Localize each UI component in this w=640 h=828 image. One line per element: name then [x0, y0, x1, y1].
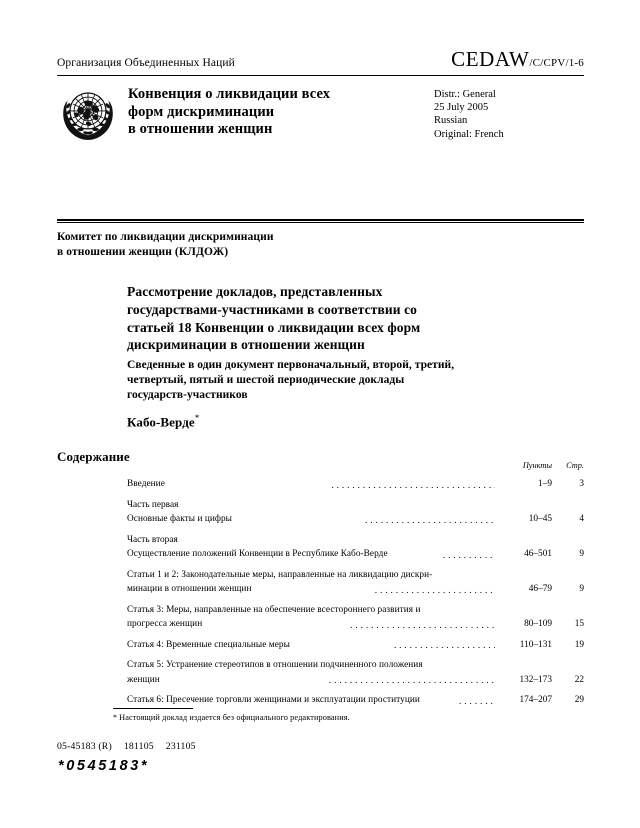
toc-leader-dots — [375, 582, 495, 597]
page-title-line-4: дискриминации в отношении женщин — [127, 337, 365, 353]
contents-heading: Содержание — [57, 449, 130, 464]
toc-entry-paragraphs: 110–131 — [519, 639, 552, 650]
toc-entry-article-6[interactable] — [127, 693, 584, 708]
masthead-top-row — [57, 47, 584, 75]
toc-entry-article-3[interactable] — [127, 603, 584, 632]
toc-entry-article-4[interactable] — [127, 638, 584, 653]
convention-title-line-1: Конвенция о ликвидации всех — [128, 86, 331, 102]
footnote-text: Настоящий доклад издается без официального редактирования. — [119, 713, 350, 722]
job-number-date-1: 181105 — [123, 741, 154, 752]
convention-title — [128, 85, 428, 139]
distribution-date: 25 July 2005 — [434, 102, 489, 114]
toc-entry-label: Введение — [127, 479, 165, 489]
page-subtitle-line-1: Сведенные в один документ первоначальный, второй, третий, — [127, 359, 455, 371]
toc-entry-paragraphs: 10–45 — [528, 514, 553, 524]
toc-entry-label: Осуществление положений Конвенции в Республике Кабо-Верде — [127, 549, 388, 559]
convention-title-line-2: форм дискриминации — [128, 103, 275, 120]
toc-entry-articles-1-2[interactable] — [127, 568, 584, 597]
convention-title-line-3: в отношении женщин — [128, 121, 273, 137]
barcode-text: *0545183* — [58, 758, 150, 774]
toc-entry-label-line-2: прогресса женщин — [127, 619, 203, 629]
job-number-code: 05-45183 (R) — [57, 741, 112, 752]
toc-row[interactable] — [127, 477, 584, 492]
toc-entry-part-one[interactable] — [127, 498, 584, 527]
masthead — [57, 47, 584, 144]
page-title-line-2: государствами-участниками в соответствии со — [127, 301, 418, 317]
toc-entry-label: Основные факты и цифры — [127, 514, 232, 524]
toc-header-pages: Стр. — [566, 461, 584, 470]
toc-row[interactable] — [127, 673, 584, 688]
toc-leader-dots — [350, 617, 495, 632]
page-title — [127, 283, 547, 354]
page-subtitle — [127, 358, 552, 403]
distribution-language: Russian — [434, 115, 468, 127]
masthead-body-row — [57, 76, 584, 144]
toc-entry-label-line-1: Статья 5: Устранение стереотипов в отношении подчиненного положения — [127, 660, 423, 670]
toc-row[interactable] — [127, 547, 584, 562]
toc-entry-paragraphs: 46–79 — [528, 584, 553, 594]
toc-entry-paragraphs: 132–173 — [519, 674, 552, 685]
toc-entry-page: 22 — [574, 674, 584, 685]
footnote-marker: * — [113, 713, 118, 722]
page-subtitle-line-2: четвертый, пятый и шестой периодические доклады — [127, 374, 405, 386]
toc-header-paragraphs: Пункты — [522, 461, 552, 470]
distribution-original: Original: French — [434, 128, 504, 140]
toc-entry-page: 3 — [579, 479, 584, 489]
toc-group-label: Часть вторая — [127, 534, 178, 545]
distribution-type: Distr.: General — [434, 89, 496, 100]
toc-row[interactable] — [127, 638, 584, 653]
toc-row[interactable] — [127, 693, 584, 708]
committee-name — [57, 230, 497, 259]
toc-row[interactable] — [127, 582, 584, 597]
country-footnote-marker: * — [194, 413, 200, 423]
un-emblem-icon — [59, 86, 117, 144]
toc-entry-page: 29 — [574, 695, 585, 705]
country-name — [127, 413, 199, 430]
distribution-block — [434, 85, 584, 141]
footnote — [113, 713, 350, 722]
toc-column-headers — [127, 461, 584, 477]
toc-entry-introduction[interactable] — [127, 477, 584, 492]
page-subtitle-line-3: государств-участников — [127, 389, 248, 401]
toc-entry-paragraphs: 1–9 — [538, 479, 552, 489]
toc-entry-part-two[interactable] — [127, 533, 584, 562]
toc-entry-page: 15 — [574, 619, 585, 629]
toc-entry-page: 4 — [579, 514, 585, 524]
toc-group-label: Часть первая — [127, 499, 179, 510]
job-number-date-2: 231105 — [165, 741, 196, 752]
toc-entry-page: 9 — [579, 584, 585, 594]
toc-entry-paragraphs: 46–501 — [524, 549, 552, 559]
toc-entry-article-5[interactable] — [127, 658, 584, 687]
section-divider — [57, 219, 584, 223]
toc-entry-paragraphs: 174–207 — [519, 695, 553, 705]
organization-name: Организация Объединенных Наций — [57, 57, 235, 69]
toc-entry-label: Статья 6: Пресечение торговли женщинами и эксплуатации проституции — [127, 695, 420, 705]
country-name-text: Кабо-Верде — [127, 414, 195, 430]
page-title-line-1: Рассмотрение докладов, представленных — [127, 284, 383, 299]
footnote-divider — [113, 708, 193, 709]
toc-entry-label: Статья 4: Временные специальные меры — [127, 639, 290, 650]
document-symbol-suffix: /C/CPV/1-6 — [529, 57, 584, 69]
toc-row[interactable] — [127, 512, 584, 527]
toc-leader-dots — [331, 477, 495, 492]
toc-leader-dots — [443, 547, 495, 562]
toc-entry-page: 19 — [574, 639, 584, 650]
toc-entry-label-line-2: минации в отношении женщин — [127, 584, 252, 594]
committee-name-line-2: в отношении женщин (КЛДОЖ) — [57, 245, 229, 258]
toc-leader-dots — [394, 638, 495, 653]
toc-leader-dots — [365, 512, 495, 527]
toc-entry-label-line-2: женщин — [127, 674, 160, 685]
document-symbol-main: CEDAW — [451, 47, 530, 71]
toc-leader-dots — [329, 673, 495, 688]
job-number — [57, 741, 196, 752]
toc-row[interactable] — [127, 617, 584, 632]
page-title-line-3: статьей 18 Конвенции о ликвидации всех форм — [127, 319, 421, 335]
toc-entry-paragraphs: 80–109 — [524, 619, 553, 629]
toc-entry-label-line-1: Статья 3: Меры, направленные на обеспечение всестороннего развития и — [127, 604, 421, 615]
toc-entry-label-line-1: Статьи 1 и 2: Законодательные меры, направленные на ликвидацию дискри- — [127, 569, 433, 580]
toc-entry-page: 9 — [579, 549, 584, 559]
committee-name-line-1: Комитет по ликвидации дискриминации — [57, 231, 274, 243]
document-symbol — [451, 47, 584, 72]
toc-leader-dots — [459, 693, 495, 708]
table-of-contents — [127, 461, 584, 714]
